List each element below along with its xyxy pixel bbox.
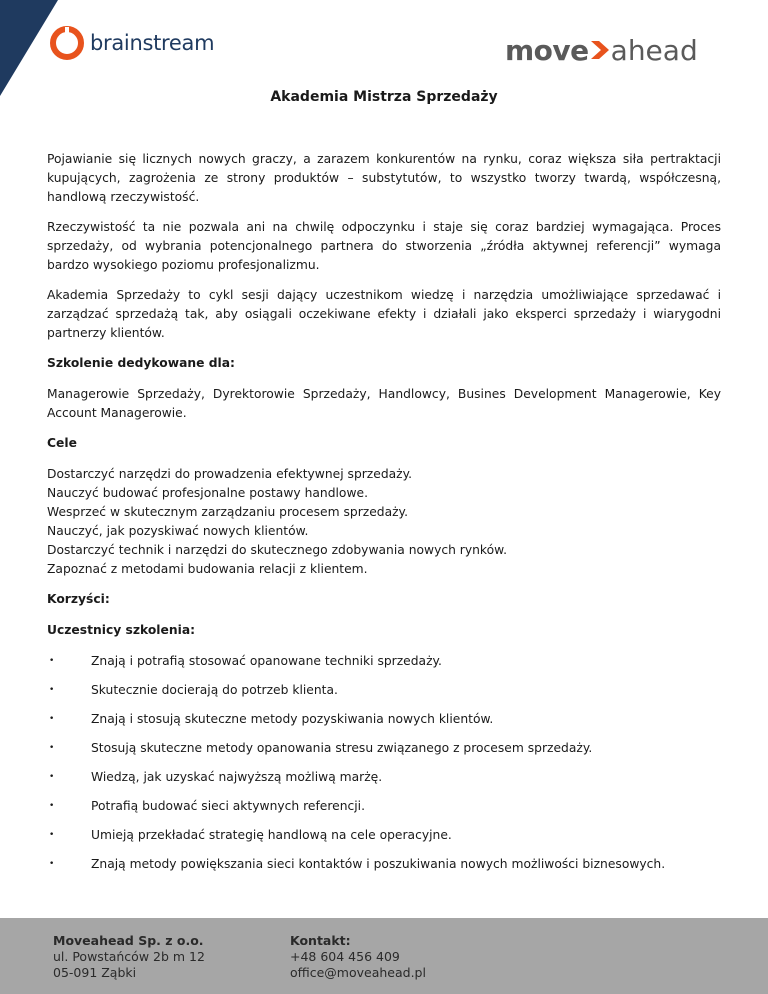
moveahead-logo-part2: ahead [610, 33, 698, 67]
bullet-icon: • [49, 656, 55, 666]
contact-phone: +48 604 456 409 [290, 949, 400, 964]
benefit-item [47, 710, 721, 729]
brainstream-logo-text: brainstream [90, 31, 215, 55]
company-street: ul. Powstańców 2b m 12 [53, 949, 205, 964]
contact-email: office@moveahead.pl [290, 965, 426, 980]
benefit-text: Znają metody powiększania sieci kontaktów i poszukiwania nowych możliwości biznesowych. [91, 857, 666, 871]
company-city: 05-091 Ząbki [53, 965, 137, 980]
benefit-item [47, 855, 721, 874]
benefit-text: Umieją przekładać strategię handlową na cele operacyjne. [91, 828, 452, 842]
bullet-icon: • [49, 714, 55, 724]
moveahead-logo [505, 32, 698, 68]
intro-paragraph: Rzeczywistość ta nie pozwala ani na chwilę odpoczynku i staje się coraz bardziej wymagająca. Proces sprzedaży, od wybrania potencjonalnego partnera do stworzenia „źródła aktywnej referencji” wymaga bardzo wysokiego poziomu profesjonalizmu. [47, 220, 721, 272]
document-body [47, 150, 721, 884]
brainstream-logo [50, 26, 214, 60]
benefit-item [47, 797, 721, 816]
benefit-item [47, 739, 721, 758]
dedicated-heading: Szkolenie dedykowane dla: [47, 356, 235, 370]
bullet-icon: • [49, 801, 55, 811]
benefit-text: Znają i stosują skuteczne metody pozyskiwania nowych klientów. [91, 712, 494, 726]
goal-item: Nauczyć budować profesjonalne postawy handlowe. [47, 486, 368, 500]
company-name: Moveahead Sp. z o.o. [53, 933, 204, 948]
benefits-heading: Korzyści: [47, 592, 110, 606]
intro-paragraph: Pojawianie się licznych nowych graczy, a zarazem konkurentów na rynku, coraz większa siła pertraktacji kupujących, zagrożenia ze strony produktów – substytutów, to wszystko tworzy twardą, współczesną, handlową rzeczywistość. [47, 152, 721, 204]
benefit-text: Znają i potrafią stosować opanowane techniki sprzedaży. [91, 654, 442, 668]
benefit-item [47, 652, 721, 671]
intro-paragraph: Akademia Sprzedaży to cykl sesji dający uczestnikom wiedzę i narzędzia umożliwiające sprzedawać i zarządzać sprzedażą tak, aby osiągali oczekiwane efekty i działali jako eksperci sprzedaży i wiarygodni partnerzy klientów. [47, 288, 721, 340]
document-title: Akademia Mistrza Sprzedaży [270, 89, 498, 105]
brainstream-mark-icon [50, 26, 84, 60]
contact-heading: Kontakt: [290, 933, 351, 948]
benefit-item [47, 768, 721, 787]
goal-item: Nauczyć, jak pozyskiwać nowych klientów. [47, 524, 309, 538]
benefit-text: Potrafią budować sieci aktywnych referencji. [91, 799, 366, 813]
goal-item: Zapoznać z metodami budowania relacji z klientem. [47, 562, 368, 576]
dedicated-text: Managerowie Sprzedaży, Dyrektorowie Sprzedaży, Handlowcy, Busines Development Managerowie, Key Account Managerowie. [47, 387, 721, 420]
bullet-icon: • [49, 772, 55, 782]
goal-item: Wesprzeć w skutecznym zarządzaniu procesem sprzedaży. [47, 505, 408, 519]
goal-item: Dostarczyć technik i narzędzi do skutecznego zdobywania nowych rynków. [47, 543, 507, 557]
benefits-list [47, 652, 721, 874]
goals-list [47, 465, 721, 579]
bullet-icon: • [49, 685, 55, 695]
moveahead-logo-part1: move [505, 33, 589, 67]
bullet-icon: • [49, 743, 55, 753]
contact-info [290, 933, 426, 981]
benefit-text: Skutecznie docierają do potrzeb klienta. [91, 683, 338, 697]
company-info [53, 933, 205, 981]
page-footer [0, 918, 768, 994]
benefit-item [47, 826, 721, 845]
goals-heading: Cele [47, 436, 77, 450]
participants-heading: Uczestnicy szkolenia: [47, 623, 196, 637]
benefit-item [47, 681, 721, 700]
benefit-text: Stosują skuteczne metody opanowania stresu związanego z procesem sprzedaży. [91, 741, 593, 755]
goal-item: Dostarczyć narzędzi do prowadzenia efektywnej sprzedaży. [47, 467, 413, 481]
chevron-right-icon [590, 39, 610, 61]
bullet-icon: • [49, 830, 55, 840]
benefit-text: Wiedzą, jak uzyskać najwyższą możliwą marżę. [91, 770, 383, 784]
bullet-icon: • [49, 859, 55, 869]
